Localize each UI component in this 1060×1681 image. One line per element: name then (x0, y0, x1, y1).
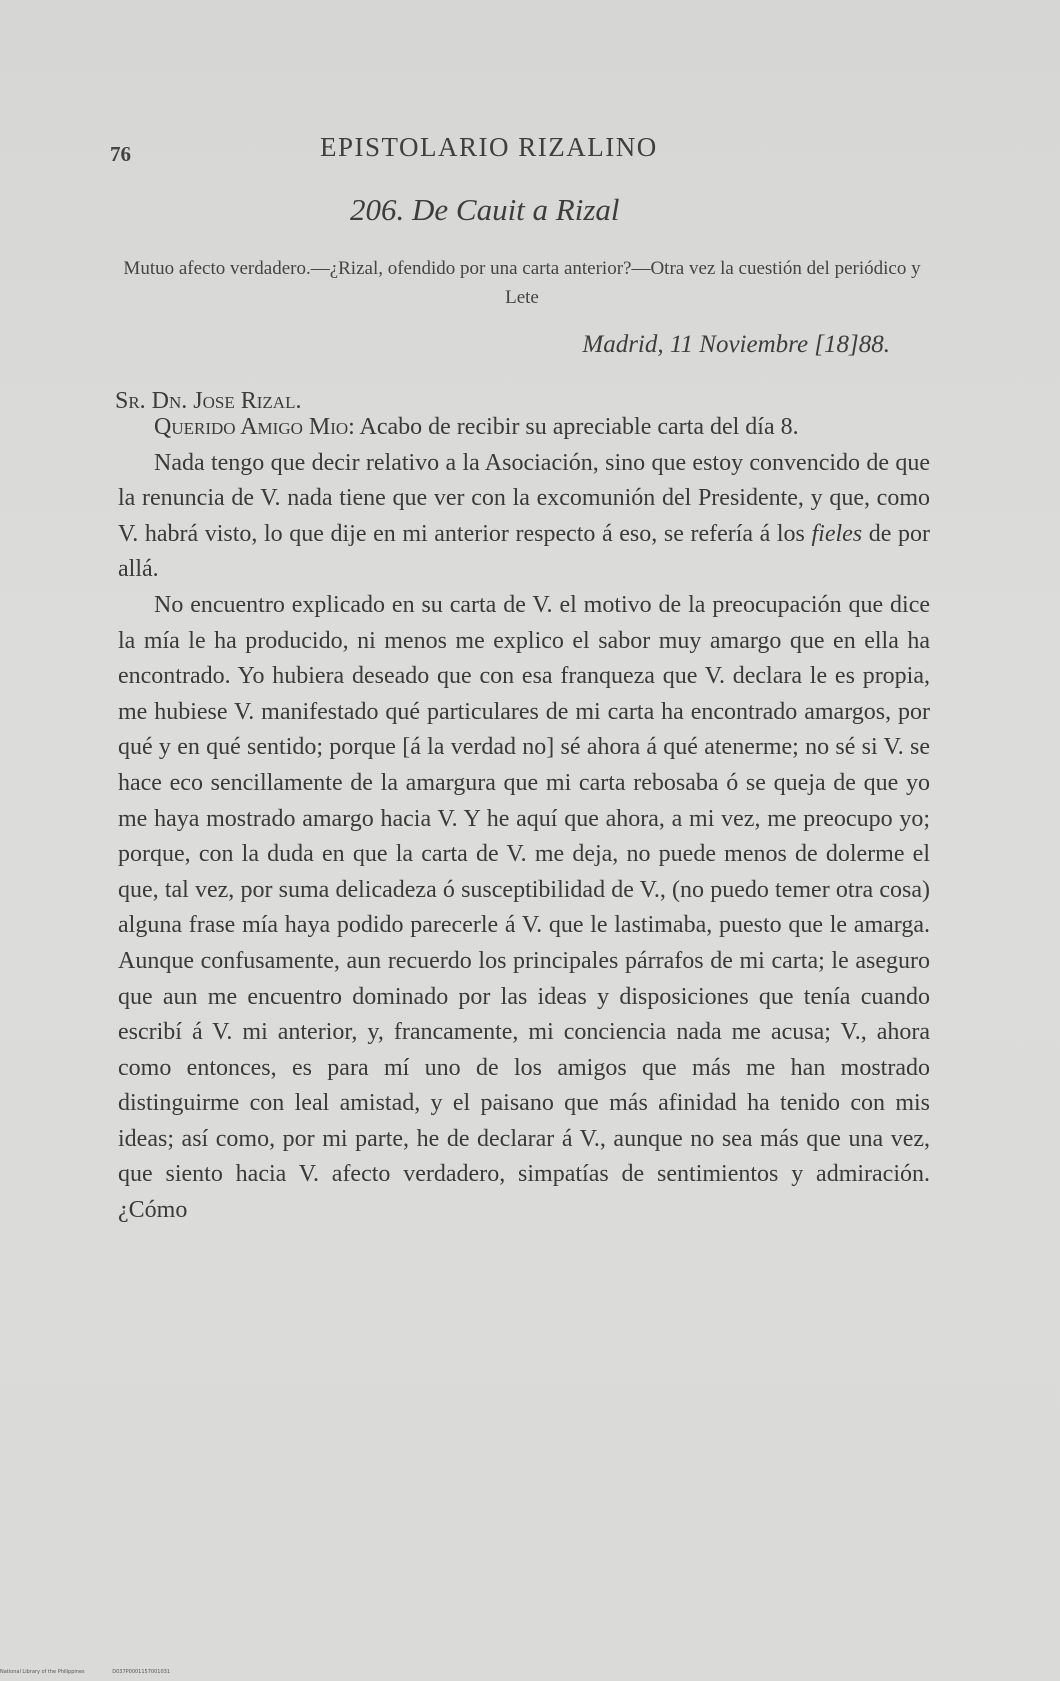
footer-identifier (0, 1669, 196, 1675)
letter-dateline: Madrid, 11 Noviembre [18]88. (582, 331, 890, 358)
footer-library: National Library of the Philippines (0, 1669, 85, 1675)
letter-title: 206. De Cauit a Rizal (350, 192, 620, 227)
paragraph-3: No encuentro explicado en su carta de V. el motivo de la preocupación que dice la mía le ha producido, ni menos me explico el sabor muy amargo que en ella ha encontrado. Yo hubiera deseado que con esa franqueza que V. declara le es propia, me hubiese V. manifestado qué particulares de mi carta ha encontrado amargos, por qué y en qué sentido; porque [á la verdad no] sé ahora á qué atenerme; no sé si V. se hace eco sencillamente de la amargura que mi carta rebosaba ó se queja de que yo me haya mostrado amargo hacia V. Y he aquí que ahora, a mi vez, me preocupo yo; porque, con la duda en que la carta de V. me deja, no puede menos de dolerme el que, tal vez, por suma delicadeza ó susceptibilidad de V., (no puedo temer otra cosa) alguna frase mía haya podido parecerle á V. que le lastimaba, puesto que le amarga. Aunque confusamente, aun recuerdo los principales párrafos de mi carta; le aseguro que aun me encuentro dominado por las ideas y disposiciones que tenía cuando escribí á V. mi anterior, y, francamente, mi conciencia nada me acusa; V., ahora como entonces, es para mí uno de los amigos que más me han mostrado distinguirme con leal amistad, y el paisano que más afinidad ha tenido con mis ideas; así como, por mi parte, he de declarar á V., aunque no sea más que una vez, que siento hacia V. afecto verdadero, simpatías de sentimientos y admiración. ¿Cómo (118, 591, 930, 1224)
paragraph-2: Nada tengo que decir relativo a la Asociación, sino que estoy convencido de que la renuncia de V. nada tiene que ver con la excomunión del Presidente, y que, como V. habrá visto, lo que dije en mi anterior respecto á eso, se refería á los fieles de por allá. (118, 449, 930, 583)
paragraph-greeting (118, 410, 930, 446)
letter-addressee: Sr. Dn. Jose Rizal. (115, 388, 302, 414)
paragraph-1: : Acabo de recibir su apreciable carta del día 8. (348, 414, 799, 440)
italic-word: fieles (811, 520, 863, 547)
running-title: EPISTOLARIO RIZALINO (320, 132, 658, 162)
greeting: Querido Amigo Mio (154, 414, 349, 440)
page-number: 76 (110, 142, 131, 166)
letter-body (118, 410, 930, 1229)
footer-code: D037P0001157001031 (112, 1669, 170, 1675)
letter-summary: Mutuo afecto verdadero.—¿Rizal, ofendido por una carta anterior?—Otra vez la cuestión del periódico y Lete (123, 258, 921, 308)
